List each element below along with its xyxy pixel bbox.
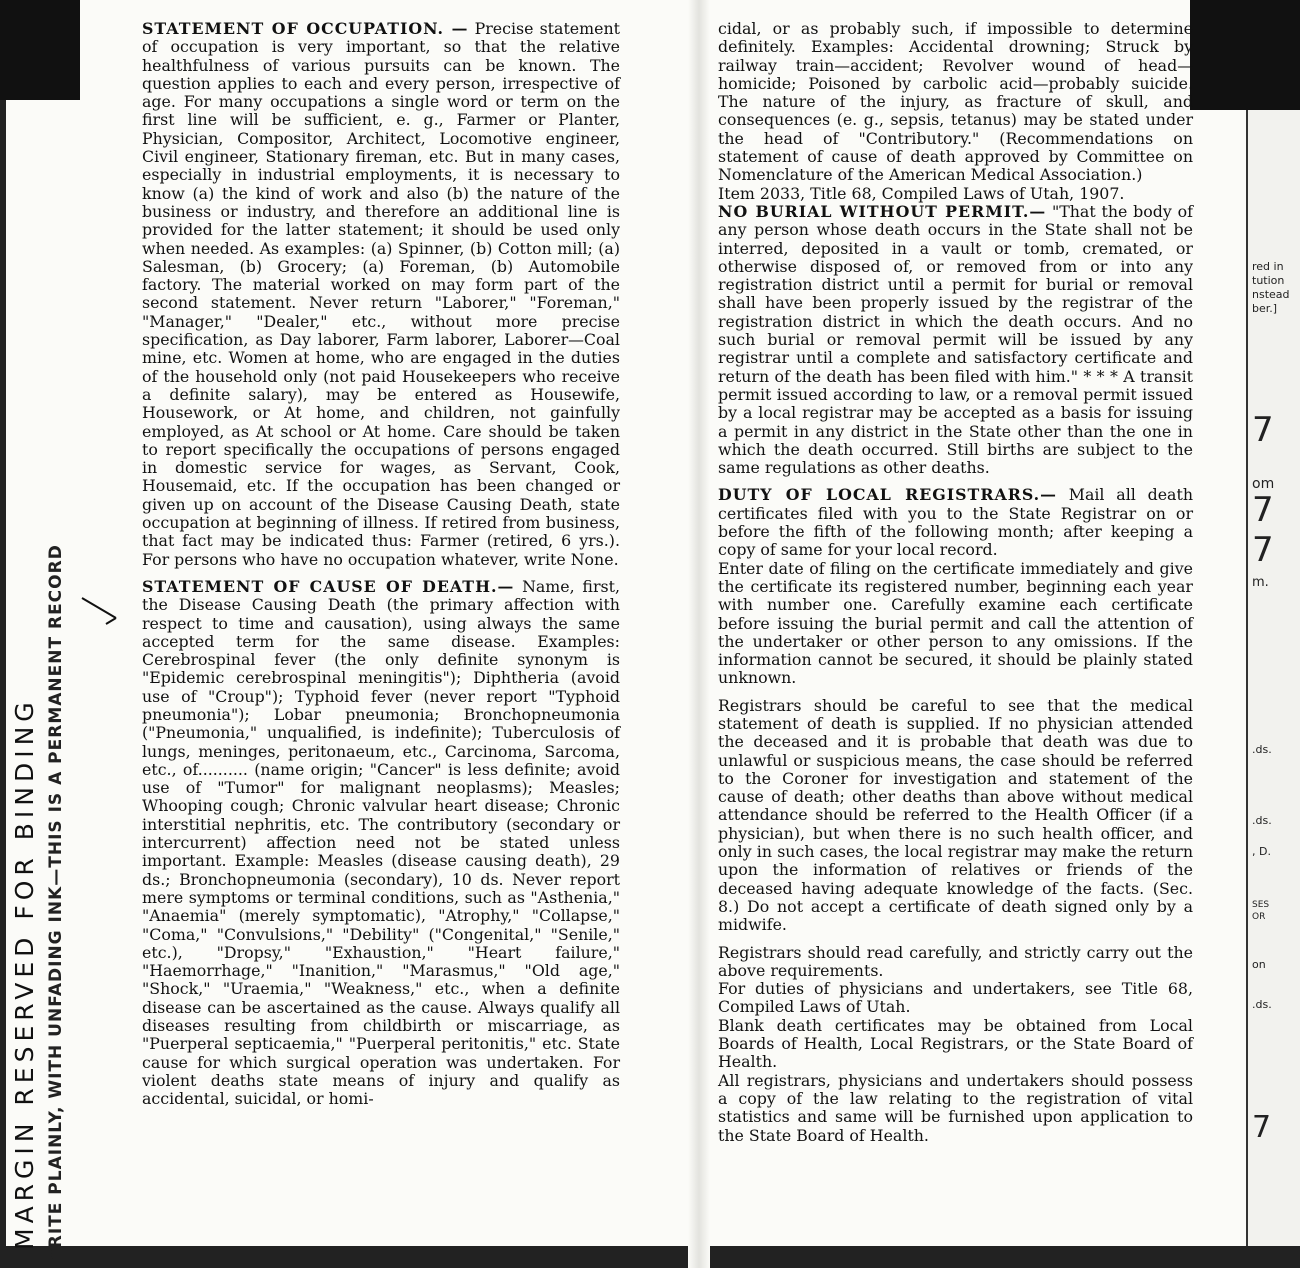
strip-fragment: .ds. [1252, 743, 1272, 756]
strip-fragment: om [1252, 476, 1275, 492]
duty-paragraph [718, 486, 1193, 559]
occupation-heading: STATEMENT OF OCCUPATION. — [142, 19, 469, 38]
strip-fragment: nstead [1252, 288, 1290, 301]
strip-fragment: OR [1252, 912, 1266, 922]
margin-arrow-icon [80, 590, 120, 630]
strip-fragment: tution [1252, 274, 1285, 287]
cause-text: Name, first, the Disease Causing Death (the primary affection with respect to time and causation), using always the same accepted term for the same disease. Examples: Cerebrospinal fever (the only definite synonym is "Epidemic cerebrospinal meningitis"); Diphtheria (avoid use of "Croup"); Typhoid fever (never report "Typhoid pneumonia"); Lobar pneumonia; Bronchopneumonia ("Pneumonia," unqualified, is indefinite); Tuberculosis of lungs, meninges, peritonaeum, etc., Carcinoma, Sarcoma, etc., of.......... (name origin; "Cancer" is less definite; avoid use of "Tumor" for malignant neoplasms); Measles; Whooping cough; Chronic valvular heart disease; Chronic interstitial nephritis, etc. The contributory (secondary or intercurrent) affection need not be stated unless important. Example: Measles (disease causing death), 29 ds.; Bronchopneumonia (secondary), 10 ds. Never report mere symptoms or terminal conditions, such as "Asthenia," "Anaemia" (merely symptomatic), "Atrophy," "Collapse," "Coma," "Convulsions," "Debility" ("Congenital," "Senile," etc.), "Dropsy," "Exhaustion," "Heart failure," "Haemorrhage," "Inanition," "Marasmus," "Old age," "Shock," "Uraemia," "Weakness," etc., when a definite disease can be ascertained as the cause. Always qualify all diseases resulting from childbirth or miscarriage, as "Puerperal septicaemia," "Puerperal peritonitis," etc. State cause for which surgical operation was undertaken. For violent deaths state means of injury and qualify as accidental, suicidal, or homi- [142, 576, 620, 1109]
burial-paragraph [718, 203, 1193, 477]
right-column [718, 20, 1193, 1145]
strip-fragment: 7 [1252, 410, 1274, 450]
scan-edge-top-left [0, 0, 80, 100]
strip-fragment: 7 [1252, 490, 1274, 530]
possess-paragraph: All registrars, physicians and undertakers should possess a copy of the law relating to the registration of vital statistics and same will be furnished upon application to the State Board of Health. [718, 1070, 1193, 1145]
blank-certificates-paragraph: Blank death certificates may be obtained from Local Boards of Health, Local Registrars, or the State Board of Health. [718, 1015, 1193, 1072]
burial-text: "That the body of any person whose death occurs in the State shall not be interred, deposited in a vault or tomb, cremated, or otherwise disposed of, or removed from or into any registration district until a permit for burial or removal shall have been properly issued by the registrar of the registration district in which the death occurs. And no such burial or removal permit will be issued by any registrar until a complete and satisfactory certificate and return of the death has been filed with him." * * * A transit permit issued according to law, or a removal permit issued by a local registrar may be accepted as a basis for issuing a permit in any district in the State other than the one in which the death occurred. Still births are subject to the same regulations as other deaths. [718, 201, 1193, 478]
strip-fragment: .ds. [1252, 998, 1272, 1011]
strip-fragment: on [1252, 958, 1266, 971]
margin-binding-label: MARGIN RESERVED FOR BINDING [10, 697, 39, 1250]
duty-heading: DUTY OF LOCAL REGISTRARS.— [718, 485, 1057, 505]
left-column [142, 20, 620, 1109]
duty-text: Mail all death certificates filed with you to the State Registrar on or before the fifth of the following month; after keeping a copy of same for your local record. [718, 485, 1193, 560]
strip-fragment: , D. [1252, 845, 1271, 858]
cause-paragraph [142, 578, 620, 1109]
strip-fragment: SES [1252, 900, 1270, 910]
read-paragraph: Registrars should read carefully, and strictly carry out the above requirements. [718, 942, 1193, 980]
adjacent-page-strip [1246, 110, 1300, 1246]
filing-paragraph: Enter date of filing on the certificate immediately and give the certificate its registered number, beginning each year with number one. Carefully examine each certificate before issuing the burial permit and call the attention of the undertaker or other person to any omissions. If the information cannot be secured, it should be plainly stated unknown. [718, 558, 1193, 688]
continuation-paragraph: cidal, or as probably such, if impossible to determine definitely. Examples: Accidental drowning; Struck by railway train—accident; Revolver wound of head—homicide; Poisoned by carbolic acid—probably suicide. The nature of the injury, as fracture of skull, and consequences (e. g., sepsis, tetanus) may be stated under the head of "Contributory." (Recommendations on statement of cause of death approved by Committee on Nomenclature of the American Medical Association.) [718, 19, 1193, 185]
occupation-text: Precise statement of occupation is very important, so that the relative healthfulness of various pursuits can be known. The question applies to each and every person, irrespective of age. For many occupations a single word or term on the first line will be sufficient, e. g., Farmer or Planter, Physician, Compositor, Architect, Locomotive engineer, Civil engineer, Stationary fireman, etc. But in many cases, especially in industrial employments, it is necessary to know (a) the kind of work and also (b) the nature of the business or industry, and therefore an additional line is provided for the latter statement; it should be used only when needed. As examples: (a) Spinner, (b) Cotton mill; (a) Salesman, (b) Grocery; (a) Foreman, (b) Automobile factory. The material worked on may form part of the second statement. Never return "Laborer," "Foreman," "Manager," "Dealer," etc., without more precise specification, as Day laborer, Farm laborer, Laborer—Coal mine, etc. Women at home, who are engaged in the duties of the household only (not paid Housekeepers who receive a definite salary), may be entered as Housewife, Housework, or At home, and children, not gainfully employed, as At school or At home. Care should be taken to report specifically the occupations of persons engaged in domestic service for wages, as Servant, Cook, Housemaid, etc. If the occupation has been changed or given up on account of the Disease Causing Death, state occupation at beginning of illness. If retired from business, that fact may be indicated thus: Farmer (retired, 6 yrs.). For persons who have no occupation whatever, write None. [142, 19, 620, 569]
strip-fragment: m. [1252, 575, 1269, 590]
page-fold [688, 0, 710, 1268]
burial-heading: NO BURIAL WITHOUT PERMIT.— [718, 201, 1047, 221]
strip-fragment: 7 [1252, 530, 1274, 570]
law-reference: Item 2033, Title 68, Compiled Laws of Utah, 1907. [718, 183, 1125, 203]
duties-paragraph: For duties of physicians and undertakers, see Title 68, Compiled Laws of Utah. [718, 979, 1193, 1017]
strip-fragment: .ds. [1252, 814, 1272, 827]
medical-paragraph: Registrars should be careful to see that the medical statement of death is supplied. If no physician attended the deceased and it is probable that death was due to unlawful or suspicious means, the case should be referred to the Coroner for investigation and statement of the cause of death; other deaths than above without medical attendance should be referred to the Health Officer (if a physician), but when there is no such health officer, and only in such cases, the local registrar may make the return upon the information of relatives or friends of the deceased having adequate knowledge of the facts. (Sec. 8.) Do not accept a certificate of death signed only by a midwife. [718, 695, 1193, 935]
occupation-paragraph [142, 20, 620, 569]
margin-ink-label: WRITE PLAINLY, WITH UNFADING INK—THIS IS A PERMANENT RECORD [46, 544, 66, 1268]
strip-fragment: red in [1252, 260, 1284, 273]
scan-edge-top-right [1190, 0, 1300, 110]
strip-fragment: ber.] [1252, 302, 1278, 315]
scan-edge-left [0, 100, 6, 1268]
strip-fragment: 7 [1252, 1110, 1272, 1145]
cause-heading: STATEMENT OF CAUSE OF DEATH.— [142, 576, 515, 596]
scan-edge-bottom [0, 1246, 1300, 1268]
